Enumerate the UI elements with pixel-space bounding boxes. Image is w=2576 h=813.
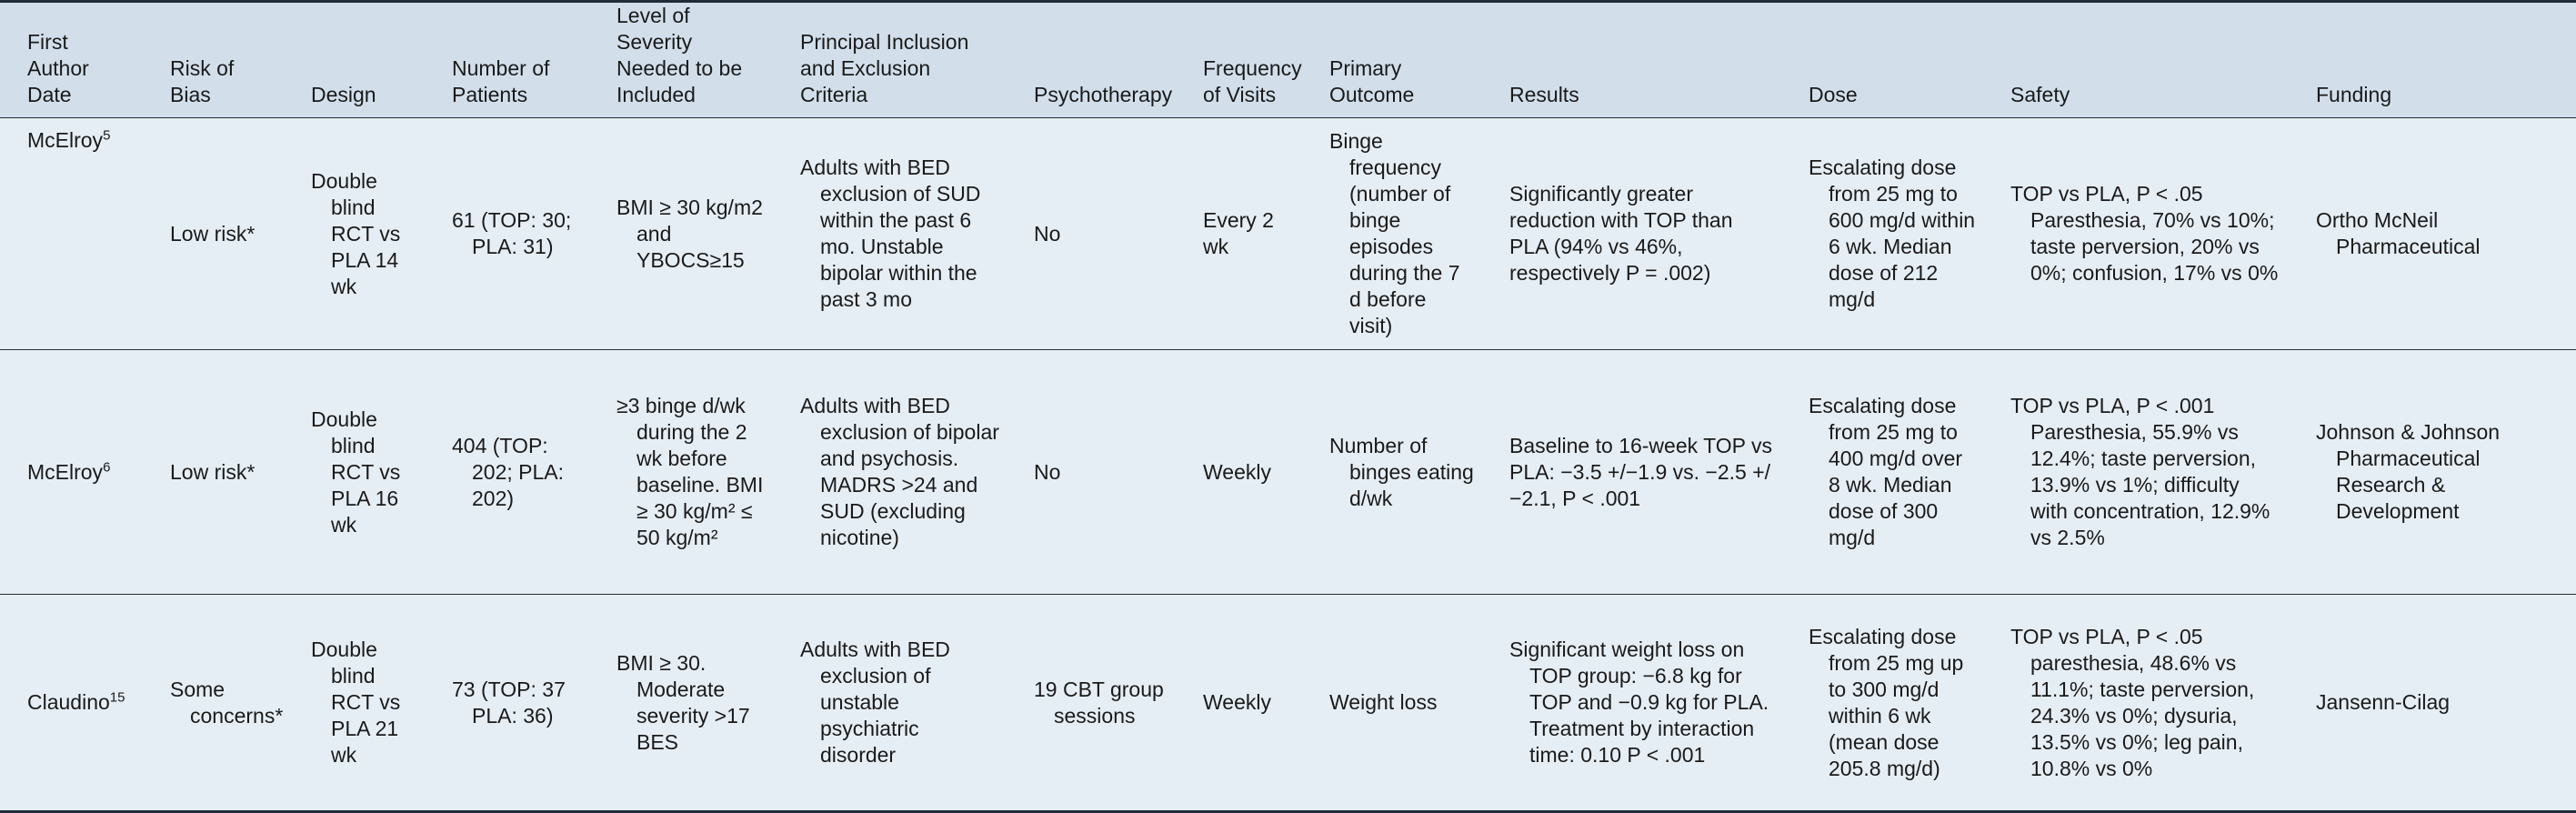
cell-safety: TOP vs PLA, P < .05 paresthesia, 48.6% vs 11.1%; taste perversion, 24.3% vs 0%; dysuria, 13.5% vs 0%; leg pain, 10.8% vs 0%: [1983, 595, 2289, 812]
cell-severity: BMI ≥ 30 kg/m2 and YBOCS≥15: [589, 118, 773, 350]
cell-design: Double blind RCT vs PLA 16 wk: [284, 350, 425, 595]
cell-outcome: Number of binges eating d/wk: [1302, 350, 1482, 595]
cell-risk: Low risk*: [143, 350, 284, 595]
cell-visits: Every 2 wk: [1176, 118, 1302, 350]
header-safety: Safety: [1983, 2, 2289, 118]
cell-funding: Ortho McNeil Pharmaceutical: [2289, 118, 2576, 350]
table-row: [0, 595, 2576, 812]
table-row: [0, 118, 2576, 350]
cell-psychotherapy: 19 CBT group sessions: [1007, 595, 1176, 812]
reference-number: 15: [109, 689, 125, 706]
cell-patients: 73 (TOP: 37 PLA: 36): [425, 595, 589, 812]
header-results: Results: [1482, 2, 1781, 118]
cell-criteria: Adults with BED exclusion of bipolar and psychosis. MADRS >24 and SUD (excluding nicotine): [773, 350, 1007, 595]
cell-funding: Johnson & Johnson Pharmaceutical Research & Development: [2289, 350, 2576, 595]
cell-psychotherapy: No: [1007, 118, 1176, 350]
cell-safety: TOP vs PLA, P < .001 Paresthesia, 55.9% vs 12.4%; taste perversion, 13.9% vs 1%; difficulty with concentration, 12.9% vs 2.5%: [1983, 350, 2289, 595]
header-row: [0, 2, 2576, 118]
cell-design: Double blind RCT vs PLA 21 wk: [284, 595, 425, 812]
cell-outcome: Binge frequency (number of binge episodes during the 7 d before visit): [1302, 118, 1482, 350]
header-design: Design: [284, 2, 425, 118]
cell-dose: Escalating dose from 25 mg up to 300 mg/d within 6 wk (mean dose 205.8 mg/d): [1781, 595, 1983, 812]
cell-safety: TOP vs PLA, P < .05 Paresthesia, 70% vs 10%; taste perversion, 20% vs 0%; confusion, 17% vs 0%: [1983, 118, 2289, 350]
cell-author: [0, 118, 143, 350]
header-author: First Author Date: [0, 2, 143, 118]
header-dose: Dose: [1781, 2, 1983, 118]
cell-author: [0, 595, 143, 812]
cell-outcome: Weight loss: [1302, 595, 1482, 812]
header-severity: Level of Severity Needed to be Included: [589, 2, 773, 118]
cell-visits: Weekly: [1176, 595, 1302, 812]
cell-patients: 404 (TOP: 202; PLA: 202): [425, 350, 589, 595]
header-funding: Funding: [2289, 2, 2576, 118]
cell-risk: Some concerns*: [143, 595, 284, 812]
cell-author: [0, 350, 143, 595]
author-name: Claudino: [27, 690, 110, 714]
cell-results: Significantly greater reduction with TOP than PLA (94% vs 46%, respectively P = .002): [1482, 118, 1781, 350]
cell-risk: Low risk*: [143, 118, 284, 350]
cell-design: Double blind RCT vs PLA 14 wk: [284, 118, 425, 350]
header-psychotherapy: Psychotherapy: [1007, 2, 1176, 118]
author-name: McElroy: [27, 459, 104, 484]
cell-funding: Jansenn-Cilag: [2289, 595, 2576, 812]
header-outcome: Primary Outcome: [1302, 2, 1482, 118]
reference-number: 6: [103, 458, 111, 475]
cell-psychotherapy: No: [1007, 350, 1176, 595]
header-patients: Number of Patients: [425, 2, 589, 118]
cell-severity: BMI ≥ 30. Moderate severity >17 BES: [589, 595, 773, 812]
cell-dose: Escalating dose from 25 mg to 400 mg/d over 8 wk. Median dose of 300 mg/d: [1781, 350, 1983, 595]
header-criteria: Principal Inclusion and Exclusion Criteria: [773, 2, 1007, 118]
reference-number: 5: [103, 127, 111, 144]
cell-patients: 61 (TOP: 30; PLA: 31): [425, 118, 589, 350]
table-row: [0, 350, 2576, 595]
cell-criteria: Adults with BED exclusion of SUD within the past 6 mo. Unstable bipolar within the past 3 mo: [773, 118, 1007, 350]
cell-criteria: Adults with BED exclusion of unstable psychiatric disorder: [773, 595, 1007, 812]
cell-severity: ≥3 binge d/wk during the 2 wk before baseline. BMI ≥ 30 kg/m² ≤ 50 kg/m²: [589, 350, 773, 595]
header-risk: Risk of Bias: [143, 2, 284, 118]
cell-visits: Weekly: [1176, 350, 1302, 595]
cell-results: Baseline to 16-week TOP vs PLA: −3.5 +/−1.9 vs. −2.5 +/−2.1, P < .001: [1482, 350, 1781, 595]
author-name: McElroy: [27, 128, 104, 152]
cell-dose: Escalating dose from 25 mg to 600 mg/d within 6 wk. Median dose of 212 mg/d: [1781, 118, 1983, 350]
cell-results: Significant weight loss on TOP group: −6.8 kg for TOP and −0.9 kg for PLA. Treatment by interaction time: 0.10 P < .001: [1482, 595, 1781, 812]
header-visits: Frequency of Visits: [1176, 2, 1302, 118]
